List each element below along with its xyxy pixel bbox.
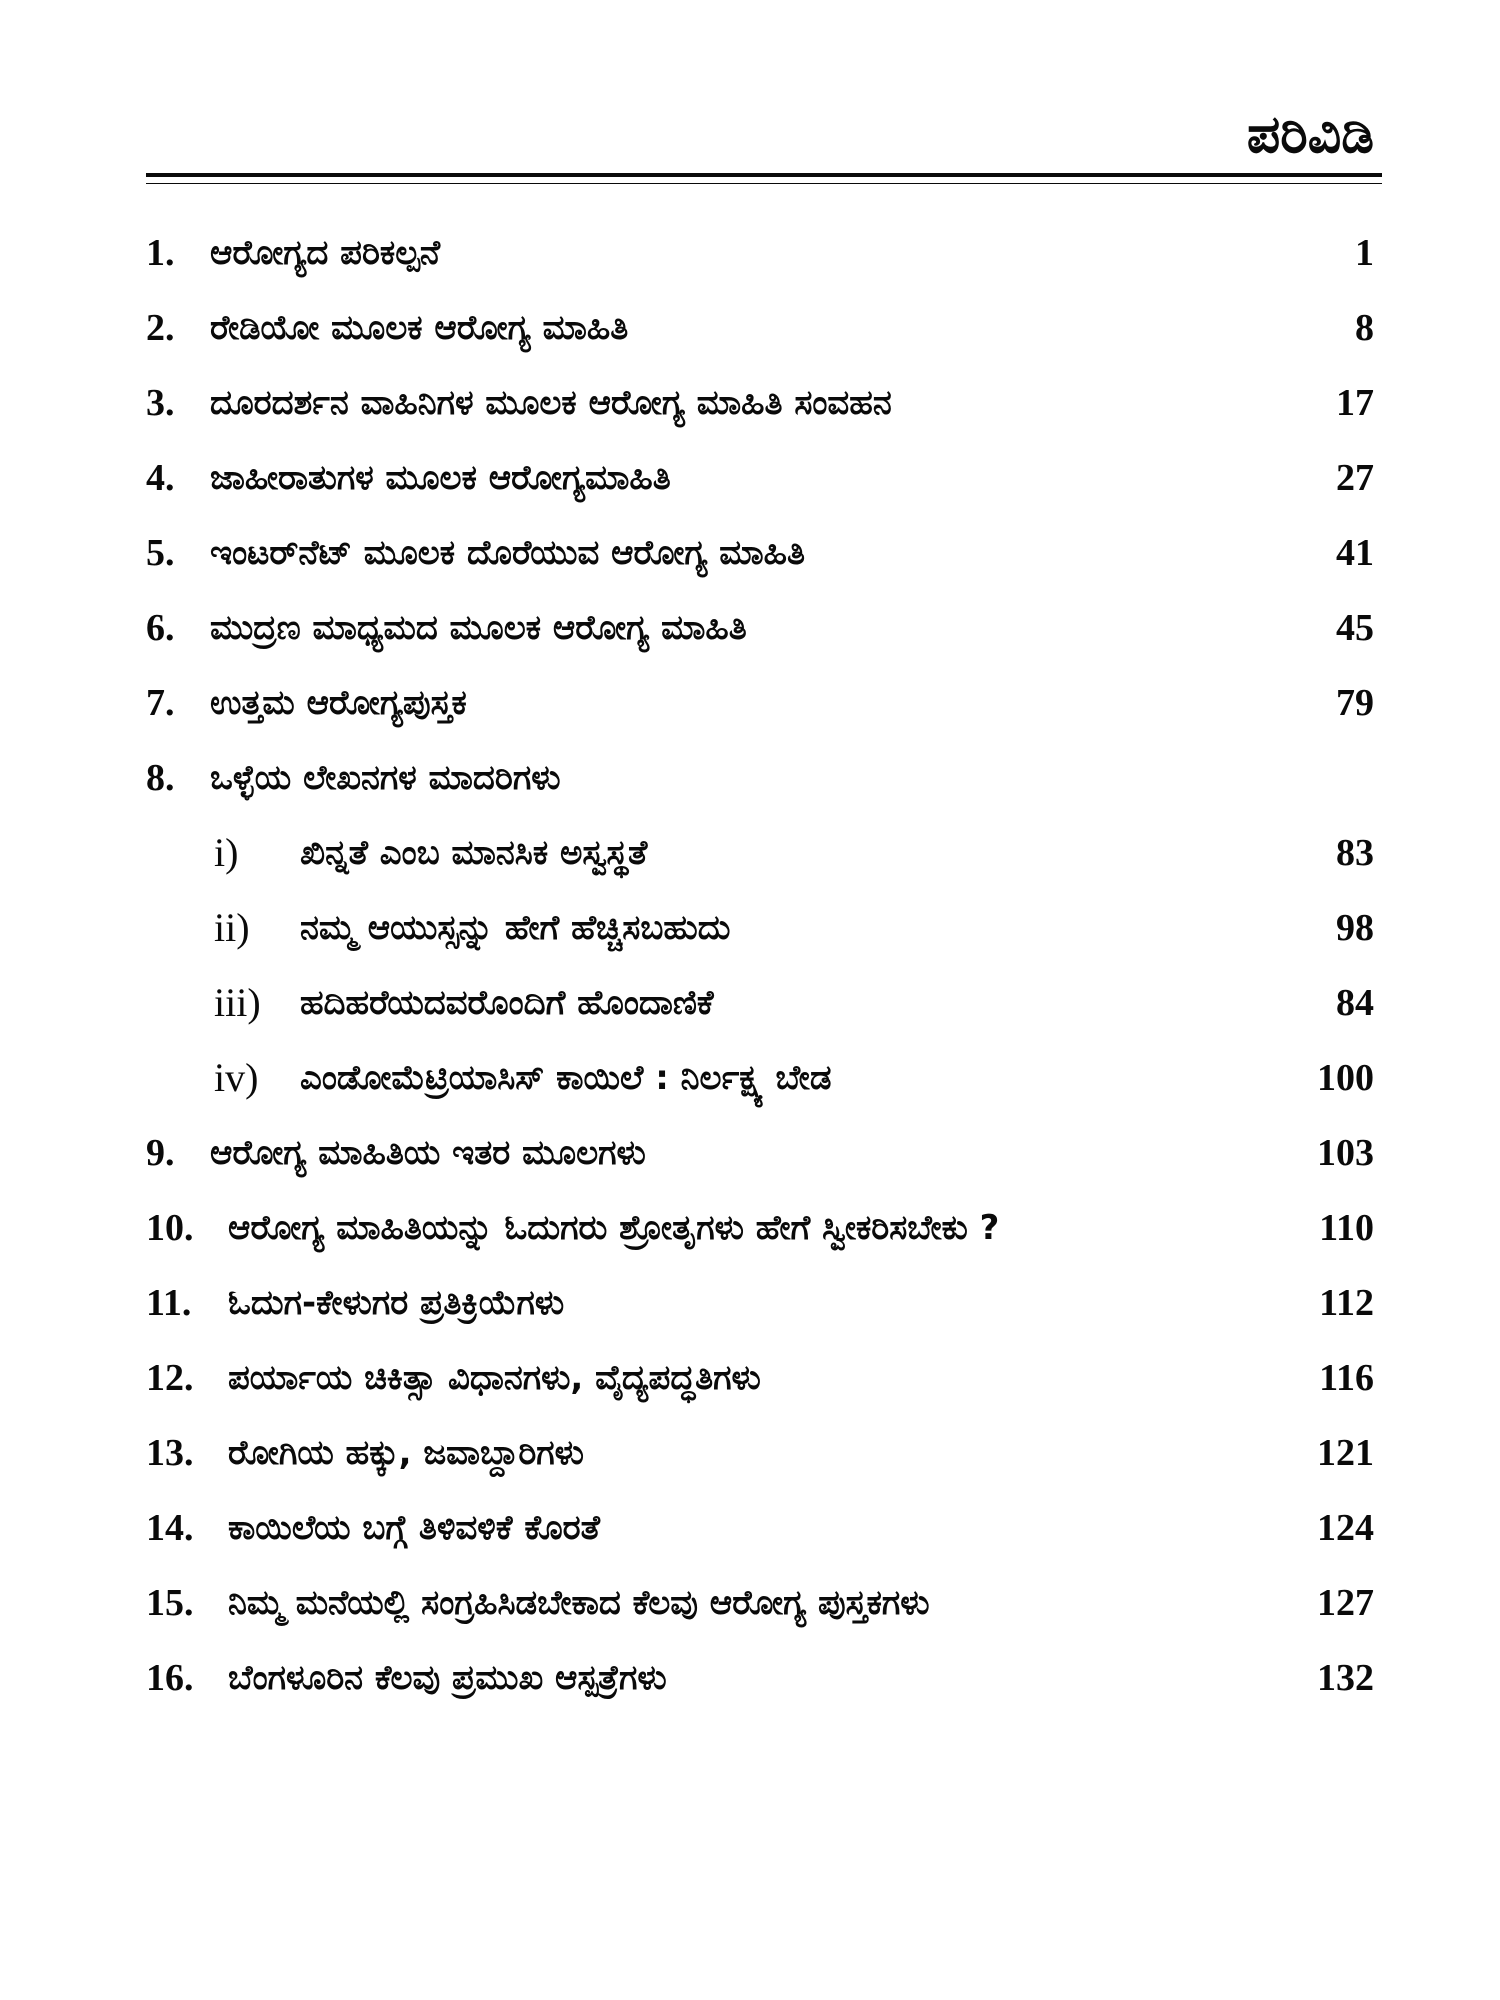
entry-title: ಆರೋಗ್ಯದ ಪರಿಕಲ್ಪನೆ xyxy=(210,233,441,273)
entry-page: 98 xyxy=(1336,907,1374,949)
toc-entry xyxy=(0,1498,1500,1558)
entry-page: 8 xyxy=(1355,307,1374,349)
toc-entry xyxy=(0,448,1500,508)
entry-number: 2. xyxy=(146,307,175,349)
entry-title: ಮುದ್ರಣ ಮಾಧ್ಯಮದ ಮೂಲಕ ಆರೋಗ್ಯ ಮಾಹಿತಿ xyxy=(210,608,747,648)
entry-title: ಆರೋಗ್ಯ ಮಾಹಿತಿಯನ್ನು ಓದುಗರು ಶ್ರೋತೃಗಳು ಹೇಗೆ ಸ್ವೀಕರಿಸಬೇಕು ? xyxy=(228,1208,1000,1248)
entry-number: 1. xyxy=(146,232,175,274)
entry-number: 7. xyxy=(146,682,175,724)
toc-subentry xyxy=(0,823,1500,883)
page-title: ಪರಿವಿಡಿ xyxy=(1246,105,1374,165)
toc-entry xyxy=(0,1123,1500,1183)
toc-subentry xyxy=(0,1048,1500,1108)
toc-entry xyxy=(0,523,1500,583)
entry-number: 4. xyxy=(146,457,175,499)
entry-number: 9. xyxy=(146,1132,175,1174)
entry-title: ಕಾಯಿಲೆಯ ಬಗ್ಗೆ ತಿಳಿವಳಿಕೆ ಕೊರತೆ xyxy=(228,1508,601,1548)
entry-title: ಬೆಂಗಳೂರಿನ ಕೆಲವು ಪ್ರಮುಖ ಆಸ್ಪತ್ರೆಗಳು xyxy=(228,1658,667,1698)
entry-page: 84 xyxy=(1336,982,1374,1024)
entry-page: 1 xyxy=(1355,232,1374,274)
entry-number: 12. xyxy=(146,1357,194,1399)
entry-page: 110 xyxy=(1319,1207,1374,1249)
entry-title: ಪರ್ಯಾಯ ಚಿಕಿತ್ಸಾ ವಿಧಾನಗಳು, ವೈದ್ಯಪದ್ಧತಿಗಳು xyxy=(228,1358,761,1398)
toc-entry xyxy=(0,673,1500,733)
entry-number: 16. xyxy=(146,1657,194,1699)
toc-entry xyxy=(0,748,1500,808)
toc-entry xyxy=(0,1273,1500,1333)
toc-entry xyxy=(0,598,1500,658)
entry-number: 13. xyxy=(146,1432,194,1474)
entry-number: 11. xyxy=(146,1282,192,1324)
entry-page: 17 xyxy=(1336,382,1374,424)
toc-entry xyxy=(0,1348,1500,1408)
toc-subentry xyxy=(0,973,1500,1033)
entry-title: ಆರೋಗ್ಯ ಮಾಹಿತಿಯ ಇತರ ಮೂಲಗಳು xyxy=(210,1133,646,1173)
entry-title: ಖಿನ್ನತೆ ಎಂಬ ಮಾನಸಿಕ ಅಸ್ವಸ್ಥತೆ xyxy=(300,833,648,873)
entry-number: 14. xyxy=(146,1507,194,1549)
toc-entry xyxy=(0,298,1500,358)
toc-entry xyxy=(0,1573,1500,1633)
toc-entry xyxy=(0,1648,1500,1708)
entry-title: ಇಂಟರ್‌ನೆಟ್ ಮೂಲಕ ದೊರೆಯುವ ಆರೋಗ್ಯ ಮಾಹಿತಿ xyxy=(210,533,806,573)
entry-number: 6. xyxy=(146,607,175,649)
toc-subentry xyxy=(0,898,1500,958)
toc-entry xyxy=(0,223,1500,283)
entry-page: 45 xyxy=(1336,607,1374,649)
entry-number: 3. xyxy=(146,382,175,424)
entry-page: 127 xyxy=(1317,1582,1374,1624)
toc-entry xyxy=(0,1423,1500,1483)
entry-number: 5. xyxy=(146,532,175,574)
entry-page: 100 xyxy=(1317,1057,1374,1099)
entry-page: 116 xyxy=(1319,1357,1374,1399)
toc-entry xyxy=(0,1198,1500,1258)
entry-title: ಒಳ್ಳೆಯ ಲೇಖನಗಳ ಮಾದರಿಗಳು xyxy=(210,758,561,798)
toc-entry xyxy=(0,373,1500,433)
entry-page: 83 xyxy=(1336,832,1374,874)
entry-page: 79 xyxy=(1336,682,1374,724)
entry-title: ನಮ್ಮ ಆಯುಸ್ಸನ್ನು ಹೇಗೆ ಹೆಚ್ಚಿಸಬಹುದು xyxy=(300,908,731,948)
entry-title: ನಿಮ್ಮ ಮನೆಯಲ್ಲಿ ಸಂಗ್ರಹಿಸಿಡಬೇಕಾದ ಕೆಲವು ಆರೋಗ್ಯ ಪುಸ್ತಕಗಳು xyxy=(228,1583,930,1623)
entry-number: iv) xyxy=(214,1055,259,1100)
entry-title: ದೂರದರ್ಶನ ವಾಹಿನಿಗಳ ಮೂಲಕ ಆರೋಗ್ಯ ಮಾಹಿತಿ ಸಂವಹನ xyxy=(210,383,892,423)
entry-title: ಎಂಡೋಮೆಟ್ರಿಯಾಸಿಸ್ ಕಾಯಿಲೆ : ನಿರ್ಲಕ್ಷ್ಯ ಬೇಡ xyxy=(300,1058,832,1098)
entry-page: 103 xyxy=(1317,1132,1374,1174)
entry-number: 15. xyxy=(146,1582,194,1624)
entry-number: 8. xyxy=(146,757,175,799)
entry-title: ರೋಗಿಯ ಹಕ್ಕು, ಜವಾಬ್ದಾರಿಗಳು xyxy=(228,1433,584,1473)
entry-number: iii) xyxy=(214,980,261,1025)
entry-page: 112 xyxy=(1319,1282,1374,1324)
entry-number: 10. xyxy=(146,1207,194,1249)
entry-page: 27 xyxy=(1336,457,1374,499)
entry-number: i) xyxy=(214,830,239,875)
entry-page: 41 xyxy=(1336,532,1374,574)
entry-number: ii) xyxy=(214,905,250,950)
entry-title: ಜಾಹೀರಾತುಗಳ ಮೂಲಕ ಆರೋಗ್ಯಮಾಹಿತಿ xyxy=(210,458,671,498)
entry-page: 132 xyxy=(1317,1657,1374,1699)
entry-title: ರೇಡಿಯೋ ಮೂಲಕ ಆರೋಗ್ಯ ಮಾಹಿತಿ xyxy=(210,308,629,348)
entry-title: ಉತ್ತಮ ಆರೋಗ್ಯಪುಸ್ತಕ xyxy=(210,683,467,723)
entry-title: ಹದಿಹರೆಯದವರೊಂದಿಗೆ ಹೊಂದಾಣಿಕೆ xyxy=(300,983,714,1023)
entry-page: 121 xyxy=(1317,1432,1374,1474)
entry-page: 124 xyxy=(1317,1507,1374,1549)
entry-title: ಓದುಗ-ಕೇಳುಗರ ಪ್ರತಿಕ್ರಿಯೆಗಳು xyxy=(228,1283,565,1323)
